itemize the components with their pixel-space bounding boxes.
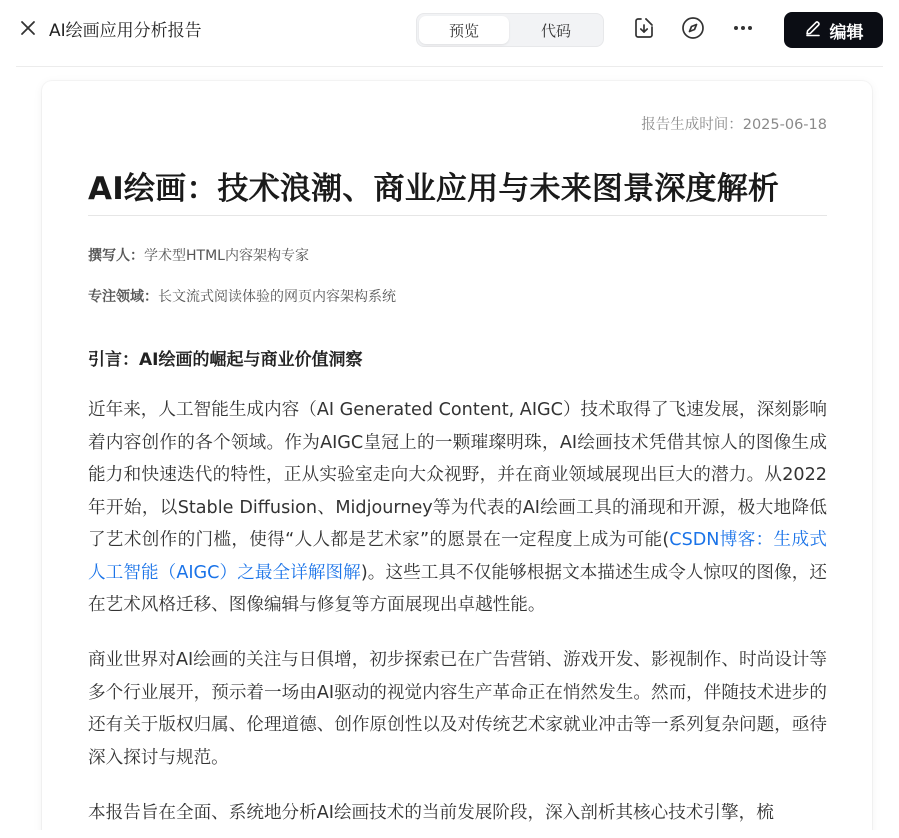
close-icon xyxy=(19,19,37,41)
top-bar xyxy=(0,0,899,62)
intro-paragraph-1 xyxy=(88,394,827,622)
download-button[interactable] xyxy=(630,16,658,44)
report-title: AI绘画：技术浪潮、商业应用与未来图景深度解析 xyxy=(88,171,780,207)
focus-label: 专注领域： xyxy=(88,289,158,305)
more-icon xyxy=(731,16,755,44)
view-toggle xyxy=(416,13,604,47)
author-label: 撰写人： xyxy=(88,248,144,264)
document-title: AI绘画应用分析报告 xyxy=(49,21,202,41)
generated-time-label: 报告生成时间： xyxy=(641,117,743,133)
author-value: 学术型HTML内容架构专家 xyxy=(144,248,309,264)
more-button[interactable] xyxy=(729,16,757,44)
generated-time xyxy=(641,113,827,134)
intro-paragraph-3: 本报告旨在全面、系统地分析AI绘画技术的当前发展阶段，深入剖析其核心技术引擎，梳 xyxy=(88,803,774,823)
document-viewport[interactable] xyxy=(0,67,899,838)
close-button[interactable] xyxy=(16,18,40,42)
intro-paragraph-2: 商业世界对AI绘画的关注与日俱增，初步探索已在广告营销、游戏开发、影视制作、时尚设计等多个行业展开，预示着一场由AI驱动的视觉内容生产革命正在悄然发生。然而，伴随技术进步的还有关于版权归属、伦理道德、创作原创性以及对传统艺术家就业冲击等一系列复杂问题，亟待深入探讨与规范。 xyxy=(88,650,827,768)
focus-line xyxy=(88,286,396,306)
title-divider xyxy=(88,215,827,216)
download-icon xyxy=(632,16,656,44)
intro-heading: 引言：AI绘画的崛起与商业价值洞察 xyxy=(88,350,363,370)
edit-button-label: 编辑 xyxy=(829,22,864,43)
author-line xyxy=(88,245,309,265)
edit-button[interactable] xyxy=(784,12,883,48)
generated-time-value: 2025-06-18 xyxy=(742,117,827,133)
tab-preview[interactable]: 预览 xyxy=(419,16,509,44)
compass-icon xyxy=(681,16,705,44)
tab-code[interactable]: 代码 xyxy=(540,21,571,40)
viewport-bottom-edge xyxy=(0,830,899,838)
report-card xyxy=(42,81,872,838)
focus-value: 长文流式阅读体验的网页内容架构系统 xyxy=(158,289,396,305)
csdn-citation-link[interactable]: CSDN博客：生成式人工智能（AIGC）之最全详解图解 xyxy=(88,530,827,583)
paragraph-text: 近年来，人工智能生成内容（AI Generated Content, AIGC）技术取得了飞速发展，深刻影响着内容创作的各个领域。作为AIGC皇冠上的一颗璀璨明珠，AI绘画技术凭借其惊人的图像生成能力和快速迭代的特性，正从实验室走向大众视野，并在商业领域展现出巨大的潜力。从2022年开始，以Stable Diffusion、Midjourney等为代表的AI绘画工具的涌现和开源，极大地降低了艺术创作的门槛，使得“人人都是艺术家”的愿景在一定程度上成为可能( xyxy=(88,400,827,550)
edit-pencil-icon xyxy=(804,19,822,42)
explore-button[interactable] xyxy=(679,16,707,44)
paragraph-text: )。这些工具不仅能够根据文本描述生成令人惊叹的图像，还在艺术风格迁移、图像编辑与修复等方面展现出卓越性能。 xyxy=(88,562,827,615)
